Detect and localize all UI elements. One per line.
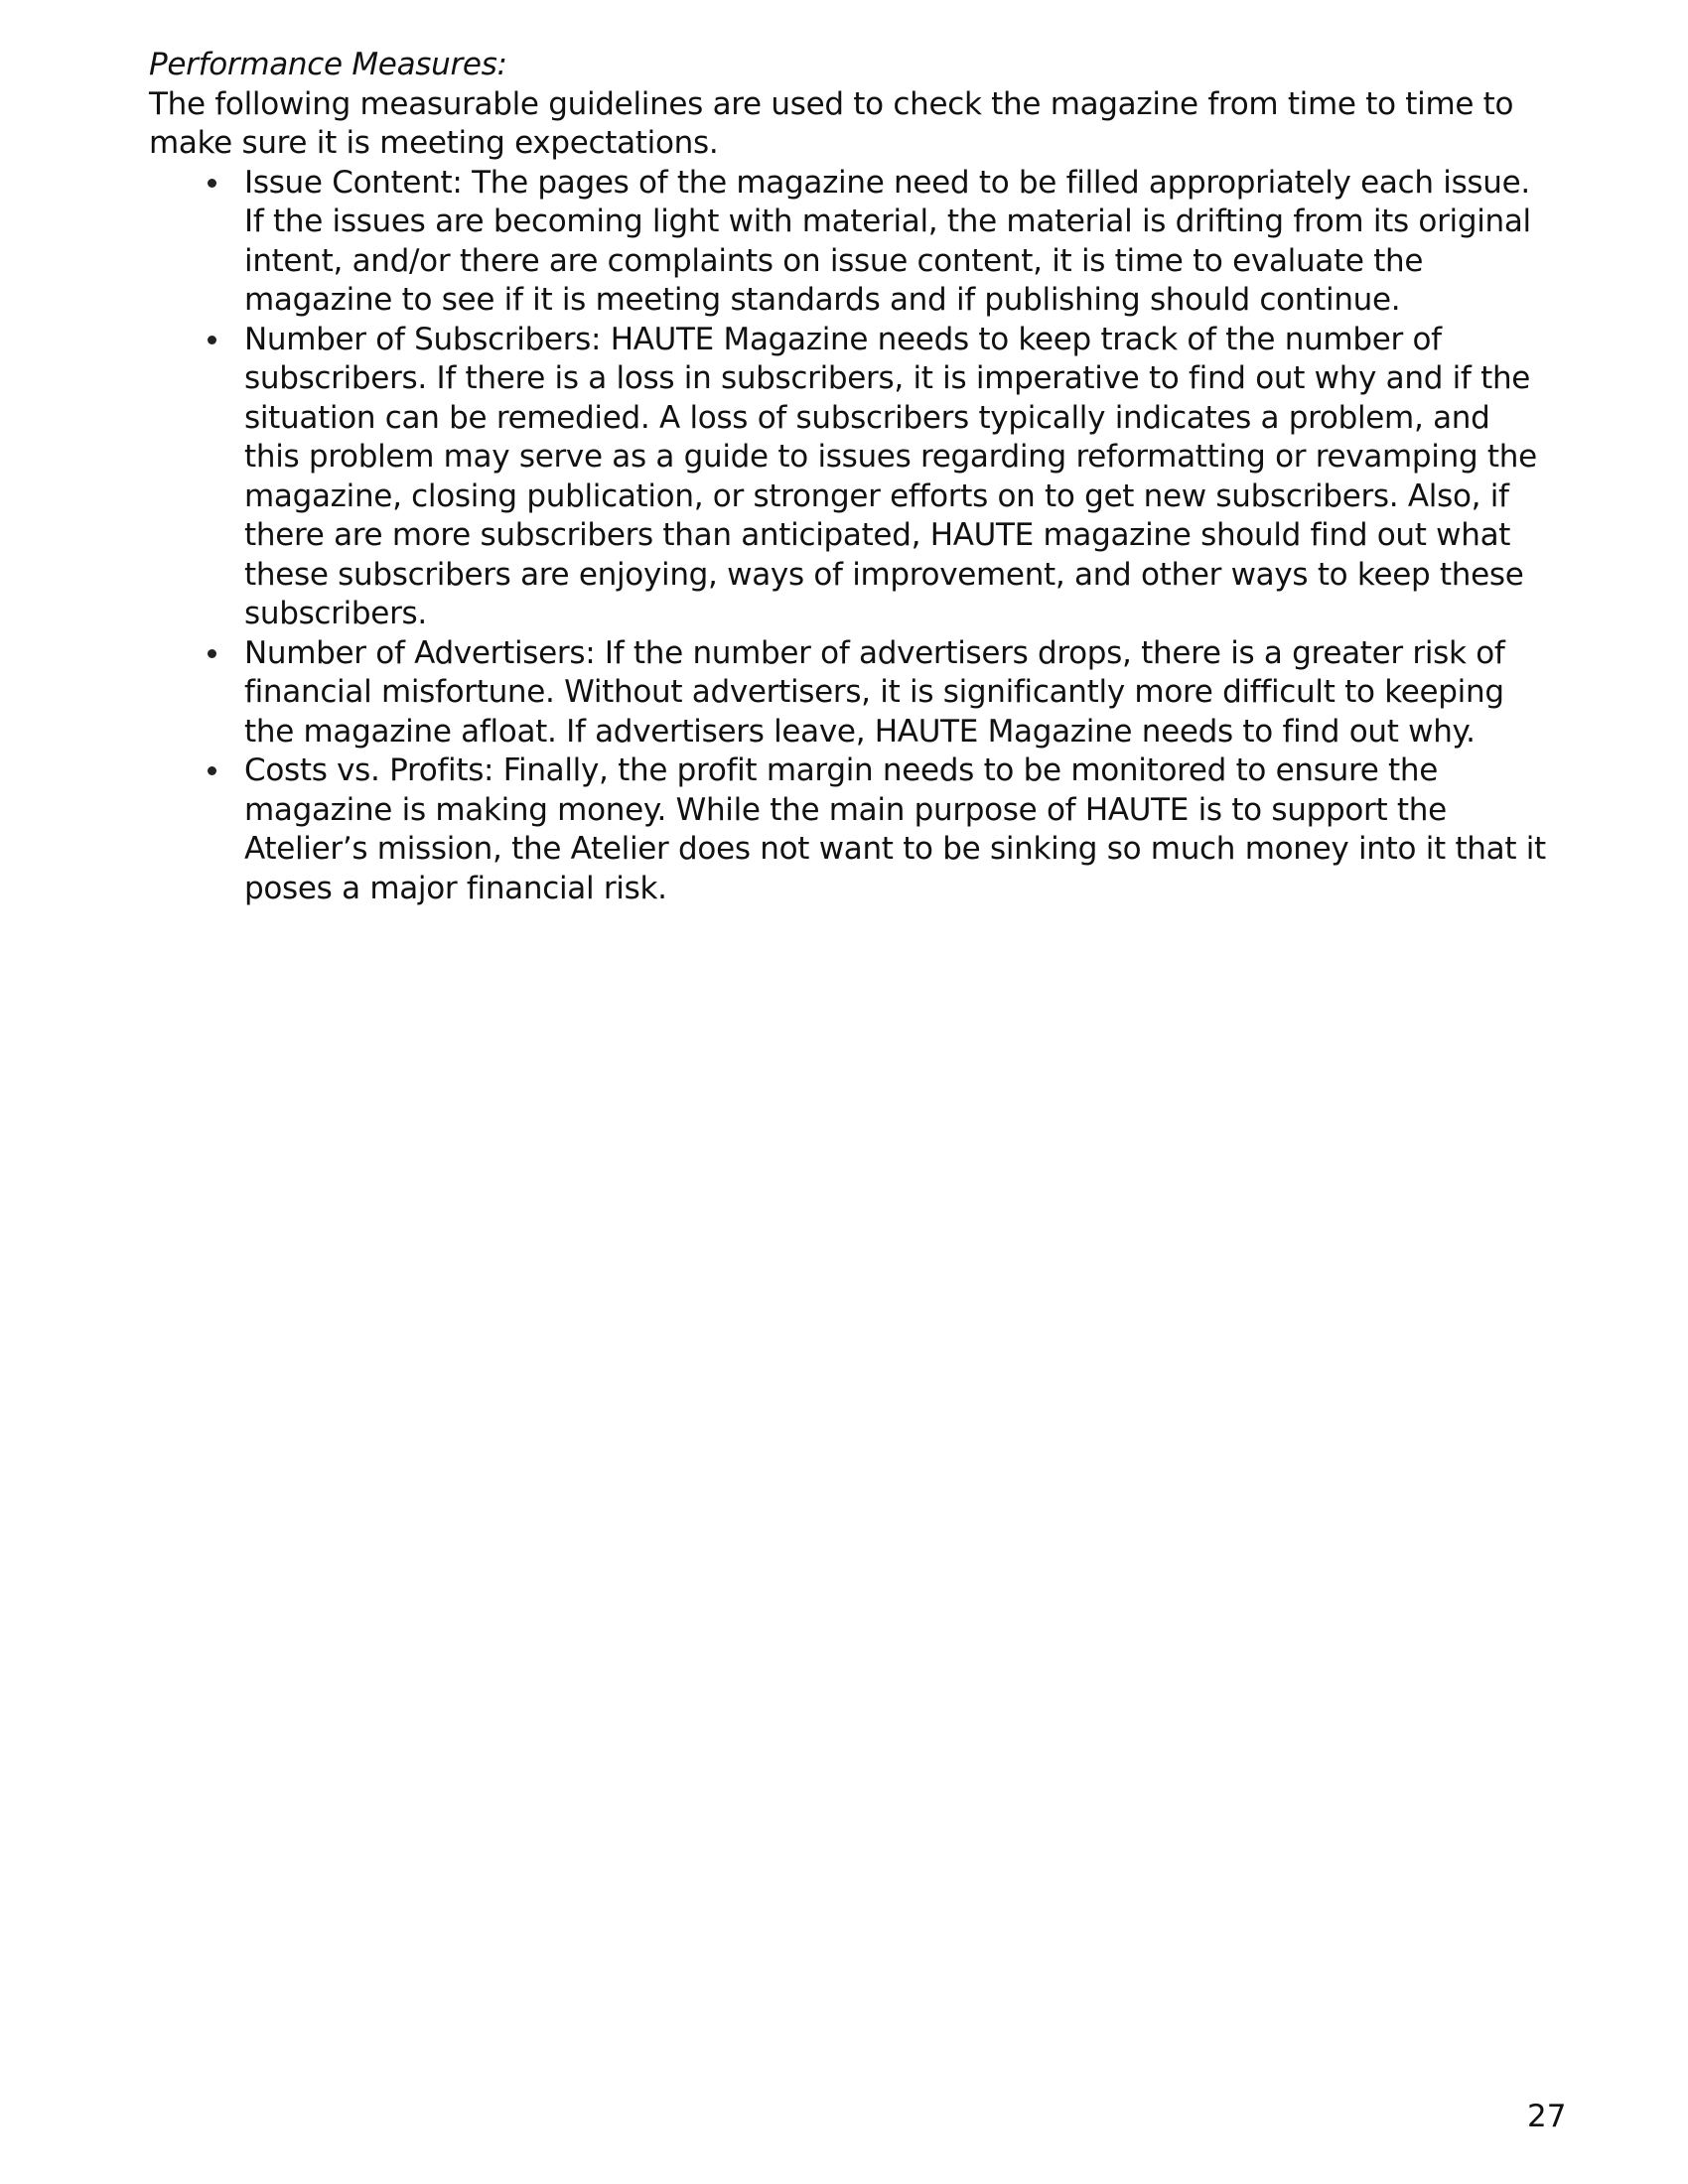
bullet-icon bbox=[208, 179, 216, 188]
bullet-icon bbox=[208, 766, 216, 775]
list-item-number-of-advertisers bbox=[244, 634, 1547, 752]
intro-paragraph: The following measurable guidelines are used to check the magazine from time to time to make sure it is meeting expectations. bbox=[149, 85, 1514, 161]
list-item-text: Issue Content: The pages of the magazine need to be filled appropriately each issue. If the issues are becoming light with material, the material is drifting from its original intent, and/or there are complaints on issue content, it is time to evaluate the magazine to see if it is meeting standards and if publishing should continue. bbox=[244, 164, 1531, 318]
list-item-text: Number of Subscribers: HAUTE Magazine needs to keep track of the number of subscribers. If there is a loss in subscribers, it is imperative to find out why and if the situation can be remedied. A loss of subscribers typically indicates a problem, and this problem may serve as a guide to issues regarding reformatting or revamping the magazine, closing publication, or stronger efforts on to get new subscribers. Also, if there are more subscribers than anticipated, HAUTE magazine should find out what these subscribers are enjoying, ways of improvement, and other ways to keep these subscribers. bbox=[244, 321, 1537, 631]
list-item-text: Number of Advertisers: If the number of advertisers drops, there is a greater risk of financial misfortune. Without advertisers, it is significantly more difficult to keeping the magazine afloat. If advertisers leave, HAUTE Magazine needs to find out why. bbox=[244, 634, 1505, 750]
section-heading: Performance Measures: bbox=[149, 47, 507, 82]
list-item-text: Costs vs. Profits: Finally, the profit margin needs to be monitored to ensure the magazine is making money. While the main purpose of HAUTE is to support the Atelier’s mission, the Atelier does not want to be sinking so much money into it that it poses a major financial risk. bbox=[244, 752, 1546, 906]
page-number: 27 bbox=[1527, 2099, 1567, 2134]
bullet-icon bbox=[208, 336, 216, 344]
page-content bbox=[149, 46, 1547, 908]
list-item-number-of-subscribers bbox=[244, 321, 1547, 634]
list-item-issue-content bbox=[244, 164, 1547, 321]
performance-measures-list bbox=[244, 164, 1547, 909]
bullet-icon bbox=[208, 649, 216, 658]
list-item-costs-vs-profits bbox=[244, 751, 1547, 908]
